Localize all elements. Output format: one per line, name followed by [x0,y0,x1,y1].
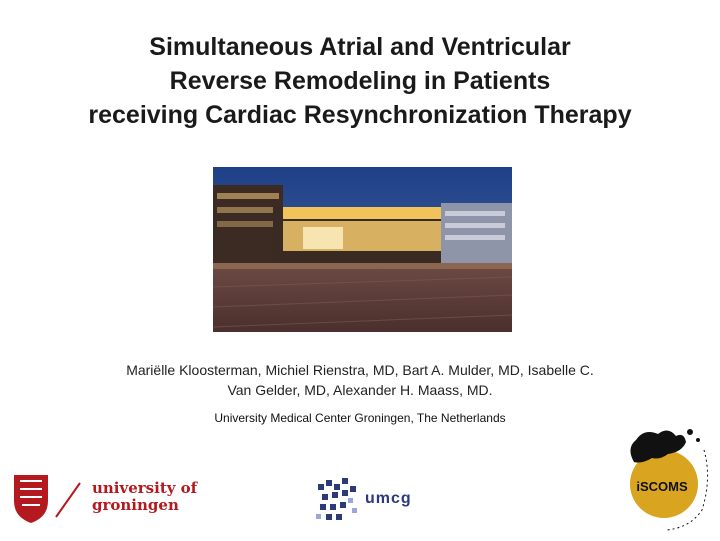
iscoms-logo [612,418,720,536]
hospital-photo [213,167,512,332]
authors-line-1: Mariëlle Kloosterman, Michiel Rienstra, MD, Bart A. Mulder, MD, Isabelle C. [126,362,594,378]
slide-title [0,30,720,132]
rug-line-1: university of [92,479,198,497]
affiliation: University Medical Center Groningen, The Netherlands [214,411,506,425]
authors-line-2: Van Gelder, MD, Alexander H. Maass, MD. [227,382,493,398]
author-list [80,360,640,400]
title-line-1: Simultaneous Atrial and Ventricular [149,33,571,61]
title-line-3: receiving Cardiac Resynchronization Therapy [88,101,632,129]
rug-line-2: groningen [92,496,179,514]
umcg-wordmark: umcg [365,490,412,507]
iscoms-wordmark: iSCOMS [636,479,688,494]
title-line-2: Reverse Remodeling in Patients [169,67,551,95]
university-of-groningen-wordmark [92,480,197,514]
